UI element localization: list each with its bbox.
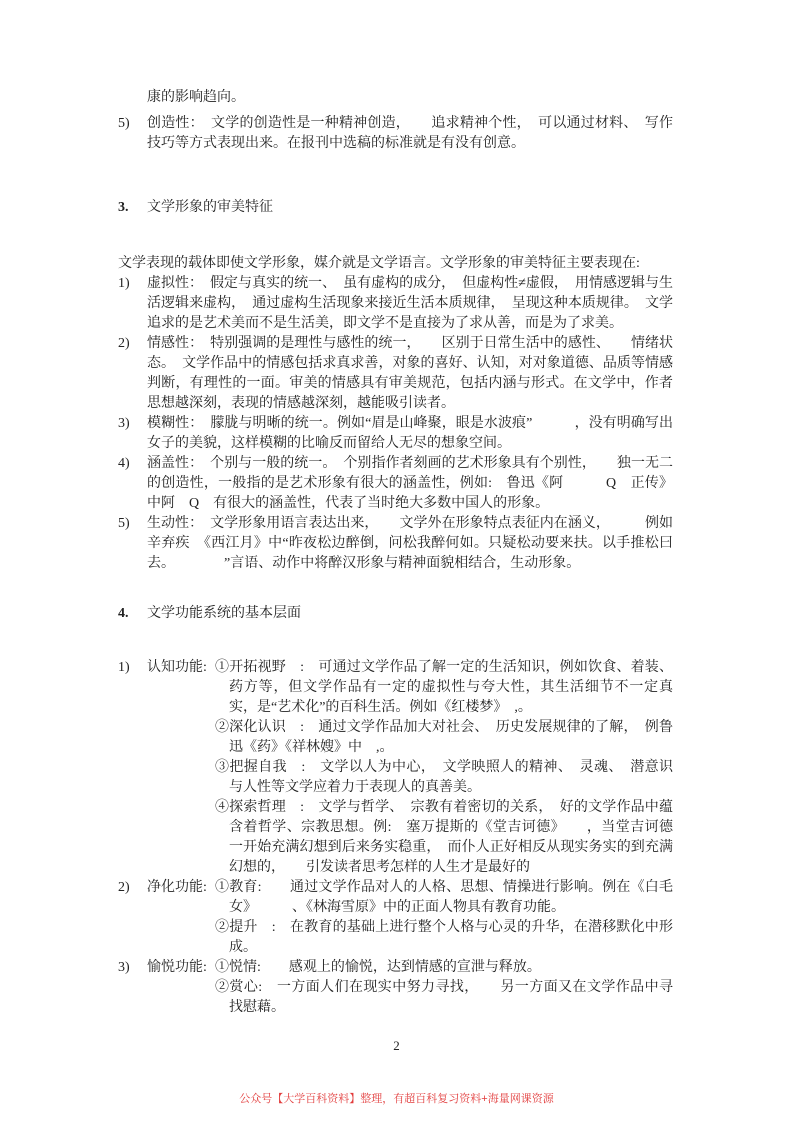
list-item-text: 创造性： 文学的创造性是一种精神创造， 追求精神个性， 可以通过材料、 写作技巧等方式表现出来。在报刊中选稿的标准就是有没有创意。 bbox=[147, 116, 673, 151]
function-item-body bbox=[147, 658, 673, 878]
function-item-cognition bbox=[118, 658, 673, 878]
function-sub-item: ②深化认识 : 通过文学作品加大对社会、 历史发展规律的了解， 例鲁迅《药》《祥林嫂》中 ,。 bbox=[215, 720, 673, 755]
section-title: 文学形象的审美特征 bbox=[147, 200, 273, 215]
list-item bbox=[118, 334, 673, 414]
function-sub-item: ①开拓视野 : 可通过文学作品了解一定的生活知识，例如饮食、着装、药方等，但文学作品有一定的虚拟性与夸大性，其生活细节不一定真实，是“艺术化”的百科生活。例如《红楼梦》 ,。 bbox=[215, 660, 673, 715]
function-sub-item: ④探索哲理 : 文学与哲学、 宗教有着密切的关系， 好的文学作品中蕴含着哲学、宗教思想。例: 塞万提斯的《堂吉诃德》 ，当堂吉诃德一开始充满幻想到后来务实稳重， 而仆人正好相反从现实务实的到充满幻想的， 引发读者思考怎样的人生才是最好的 bbox=[215, 800, 673, 875]
function-item-pleasure bbox=[118, 958, 673, 1018]
section-heading-3 bbox=[118, 198, 673, 218]
section-heading-4 bbox=[118, 604, 673, 624]
list-item-number: 5) bbox=[118, 116, 130, 131]
function-sub-list bbox=[215, 958, 673, 1018]
list-item-text: 情感性： 特别强调的是理性与感性的统一， 区别于日常生活中的感性、 情绪状态。 文学作品中的情感包括求真求善，对象的喜好、认知，对对象道德、品质等情感判断，有理性的一面。审美的情感具有审美规范，包括内涵与形式。在文学中，作者思想越深刻，表现的情感越深刻，越能吸引读者。 bbox=[147, 336, 673, 411]
function-sub-item: ③把握自我 : 文学以人为中心， 文学映照人的精神、 灵魂、 潜意识与人性等文学应着力于表现人的真善美。 bbox=[215, 760, 673, 795]
list-item bbox=[118, 274, 673, 334]
list-item-creativity bbox=[118, 114, 673, 154]
section-number: 3. bbox=[118, 200, 129, 215]
function-title: 愉悦功能: bbox=[147, 960, 207, 975]
function-title: 认知功能: bbox=[147, 660, 207, 675]
list-item-number: 2) bbox=[118, 880, 130, 895]
functions-list bbox=[118, 658, 673, 1018]
document-content bbox=[118, 88, 673, 1018]
list-item-text: 虚拟性： 假定与真实的统一、 虽有虚构的成分， 但虚构性≠虚假， 用情感逻辑与生活逻辑来虚构， 通过虚构生活现象来接近生活本质规律， 呈现这种本质规律。 文学追求的是艺术美而不是生活美，即文学不是直接为了求从善，而是为了求美。 bbox=[147, 276, 673, 331]
page-number: 2 bbox=[393, 1038, 400, 1053]
list-item-text: 涵盖性： 个别与一般的统一。 个别指作者刻画的艺术形象具有个别性， 独一无二的创造性，一般指的是艺术形象有很大的涵盖性，例如: 鲁迅《阿 Q 正传》中阿 Q 有很大的涵盖性，代表了当时绝大多数中国人的形象。 bbox=[147, 456, 673, 511]
list-item bbox=[118, 454, 673, 514]
list-item-text: 模糊性： 朦胧与明晰的统一。例如“眉是山峰聚，眼是水波痕” ，没有明确写出女子的美貌，这样模糊的比喻反而留给人无尽的想象空间。 bbox=[147, 416, 673, 451]
function-sub-item: ①悦情: 感观上的愉悦，达到情感的宣泄与释放。 bbox=[215, 960, 541, 975]
list-item-number: 1) bbox=[118, 276, 130, 291]
function-sub-item: ①教育: 通过文学作品对人的人格、思想、情操进行影响。例在《白毛女》 、《林海雪原》中的正面人物具有教育功能。 bbox=[215, 880, 673, 915]
section-number: 4. bbox=[118, 606, 129, 621]
carryover-text: 康的影响趋向。 bbox=[147, 90, 245, 105]
function-sub-list bbox=[215, 878, 673, 958]
function-item-body bbox=[147, 878, 673, 958]
function-sub-list bbox=[215, 658, 673, 878]
footer-note: 公众号【大学百科资料】整理，有超百科复习资料+海量网课资源 bbox=[239, 1093, 554, 1105]
function-sub-item: ②提升 : 在教育的基础上进行整个人格与心灵的升华，在潜移默化中形成。 bbox=[215, 920, 673, 955]
function-item-purification bbox=[118, 878, 673, 958]
section3-lead-paragraph: 文学表现的载体即使文学形象，媒介就是文学语言。文学形象的审美特征主要表现在: bbox=[118, 256, 640, 271]
list-item-number: 5) bbox=[118, 516, 130, 531]
aesthetic-features-list bbox=[118, 274, 673, 574]
section-title: 文学功能系统的基本层面 bbox=[147, 606, 301, 621]
list-item-number: 3) bbox=[118, 416, 130, 431]
list-item bbox=[118, 514, 673, 574]
function-item-body bbox=[147, 958, 673, 1018]
list-item-text: 生动性： 文学形象用语言表达出来， 文学外在形象特点表征内在涵义， 例如辛弃疾 《西江月》中“昨夜松边醉倒，问松我醉何如。只疑松动要来扶。以手推松曰去。 ”言语、动作中将醉汉形象与精神面貌相结合，生动形象。 bbox=[147, 516, 673, 571]
function-title: 净化功能: bbox=[147, 880, 207, 895]
list-item-number: 2) bbox=[118, 336, 130, 351]
function-sub-item: ②赏心: 一方面人们在现实中努力寻找， 另一方面又在文学作品中寻找慰藉。 bbox=[215, 980, 673, 1015]
list-item-number: 4) bbox=[118, 456, 130, 471]
list-item-number: 1) bbox=[118, 660, 130, 675]
list-item-number: 3) bbox=[118, 960, 130, 975]
list-item bbox=[118, 414, 673, 454]
